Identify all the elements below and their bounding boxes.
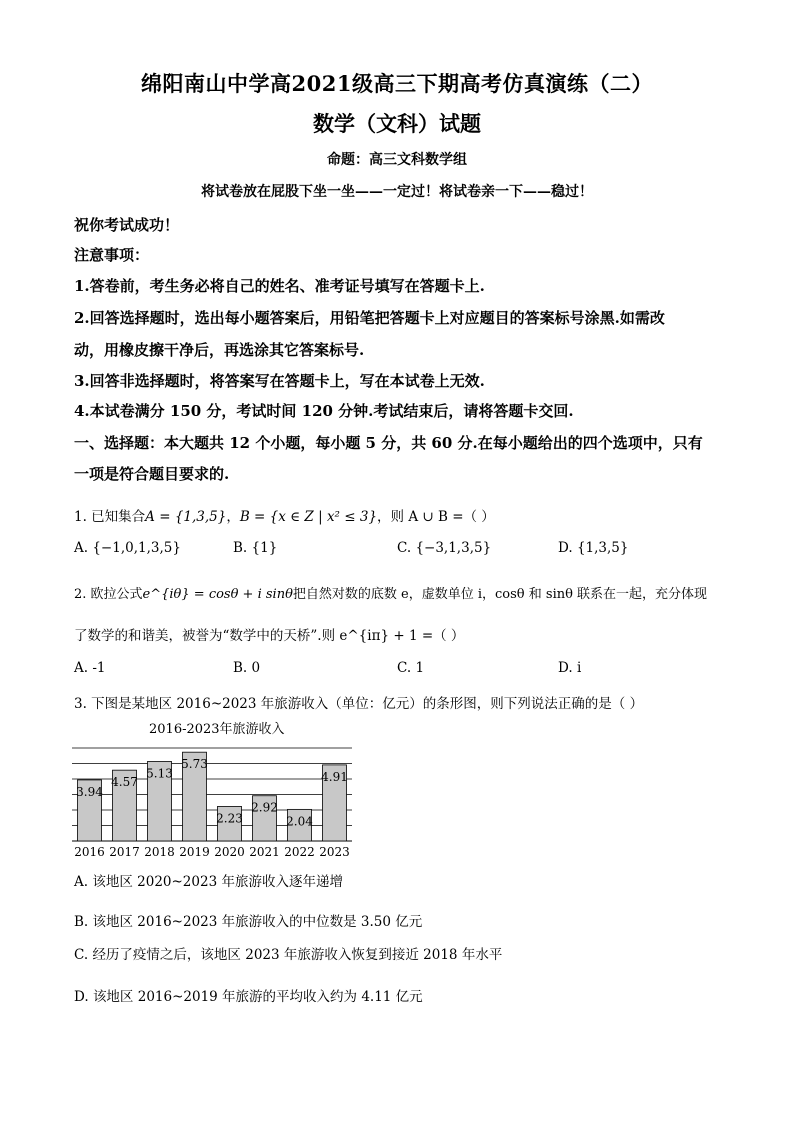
q3-option-d: D. 该地区 2016~2019 年旅游的平均收入约为 4.11 亿元 <box>74 989 423 1005</box>
x-tick-2020: 2020 <box>214 845 245 859</box>
q1-option-c: C. {−3,1,3,5} <box>397 540 492 556</box>
q1-prefix: 1. 已知集合 <box>74 509 146 525</box>
section-heading-cont: 一项是符合题目要求的. <box>74 465 230 483</box>
x-tick-2021: 2021 <box>249 845 280 859</box>
data-label-2021: 2.92 <box>251 800 278 815</box>
q3-option-c: C. 经历了疫情之后，该地区 2023 年旅游收入恢复到接近 2018 年水平 <box>74 947 503 963</box>
q1-suffix: ，则 A ∪ B =（ ） <box>377 509 495 525</box>
q3-option-b: B. 该地区 2016~2023 年旅游收入的中位数是 3.50 亿元 <box>74 914 423 930</box>
x-tick-2022: 2022 <box>284 845 315 859</box>
x-tick-2023: 2023 <box>319 845 350 859</box>
q1-comma: ， <box>226 509 240 525</box>
greeting: 祝你考试成功！ <box>74 216 180 234</box>
euler-formula: e^{iθ} = cosθ + i sinθ <box>142 587 293 602</box>
exam-slogan: 将试卷放在屁股下坐一坐——一定过！将试卷亲一下——稳过！ <box>201 184 593 200</box>
question-2-stem: 2. 欧拉公式e^{iθ} = cosθ + i sinθ把自然对数的底数 e，虚数单位 i，cosθ 和 sinθ 联系在一起，充分体现 <box>74 587 708 602</box>
q2-option-b: B. 0 <box>233 660 261 676</box>
exam-author: 命题：高三文科数学组 <box>327 152 467 168</box>
question-2-stem-cont: 了数学的和谐美，被誉为“数学中的天桥”.则 e^{iπ} + 1 =（ ） <box>74 628 465 644</box>
tourism-income-bar-chart <box>70 738 360 860</box>
exam-subject-title: 数学（文科）试题 <box>313 111 481 136</box>
q2-option-a: A. -1 <box>74 660 106 676</box>
notes-heading: 注意事项： <box>74 246 150 264</box>
x-tick-2017: 2017 <box>109 845 140 859</box>
q1-option-a: A. {−1,0,1,3,5} <box>74 540 181 556</box>
data-label-2016: 3.94 <box>76 784 103 799</box>
note-item: 3.回答非选择题时，将答案写在答题卡上，写在本试卷上无效. <box>74 372 485 390</box>
x-tick-2016: 2016 <box>74 845 105 859</box>
data-label-2020: 2.23 <box>216 811 243 826</box>
data-label-2017: 4.57 <box>111 775 138 790</box>
q1-option-d: D. {1,3,5} <box>558 540 629 556</box>
chart-title: 2016-2023年旅游收入 <box>149 722 285 737</box>
x-tick-2019: 2019 <box>179 845 210 859</box>
note-item: 动，用橡皮擦干净后，再选涂其它答案标号. <box>74 341 365 359</box>
q2-option-d: D. i <box>558 660 582 676</box>
q3-option-a: A. 该地区 2020~2023 年旅游收入逐年递增 <box>74 874 343 890</box>
data-label-2022: 2.04 <box>286 814 313 829</box>
section-heading: 一、选择题：本大题共 12 个小题，每小题 5 分，共 60 分.在每小题给出的四个选项中，只有 <box>74 434 703 452</box>
note-item: 1.答卷前，考生务必将自己的姓名、准考证号填写在答题卡上. <box>74 277 485 295</box>
note-item: 2.回答选择题时，选出每小题答案后，用铅笔把答题卡上对应题目的答案标号涂黑.如需改 <box>74 309 665 327</box>
data-label-2019: 5.73 <box>181 757 208 772</box>
exam-title: 绵阳南山中学高2021级高三下期高考仿真演练（二） <box>141 71 653 96</box>
question-1-stem <box>74 505 495 525</box>
q1-set-a: A = {1,3,5} <box>145 509 227 525</box>
q2-option-c: C. 1 <box>397 660 425 676</box>
question-3-stem: 3. 下图是某地区 2016~2023 年旅游收入（单位：亿元）的条形图，则下列说法正确的是（ ） <box>74 696 644 712</box>
note-item: 4.本试卷满分 150 分，考试时间 120 分钟.考试结束后，请将答题卡交回. <box>74 402 574 420</box>
x-tick-2018: 2018 <box>144 845 175 859</box>
q1-option-b: B. {1} <box>233 540 278 556</box>
data-label-2023: 4.91 <box>321 769 348 784</box>
data-label-2018: 5.13 <box>146 766 173 781</box>
q1-set-b: B = {x ∈ Z | x² ≤ 3} <box>239 509 378 525</box>
